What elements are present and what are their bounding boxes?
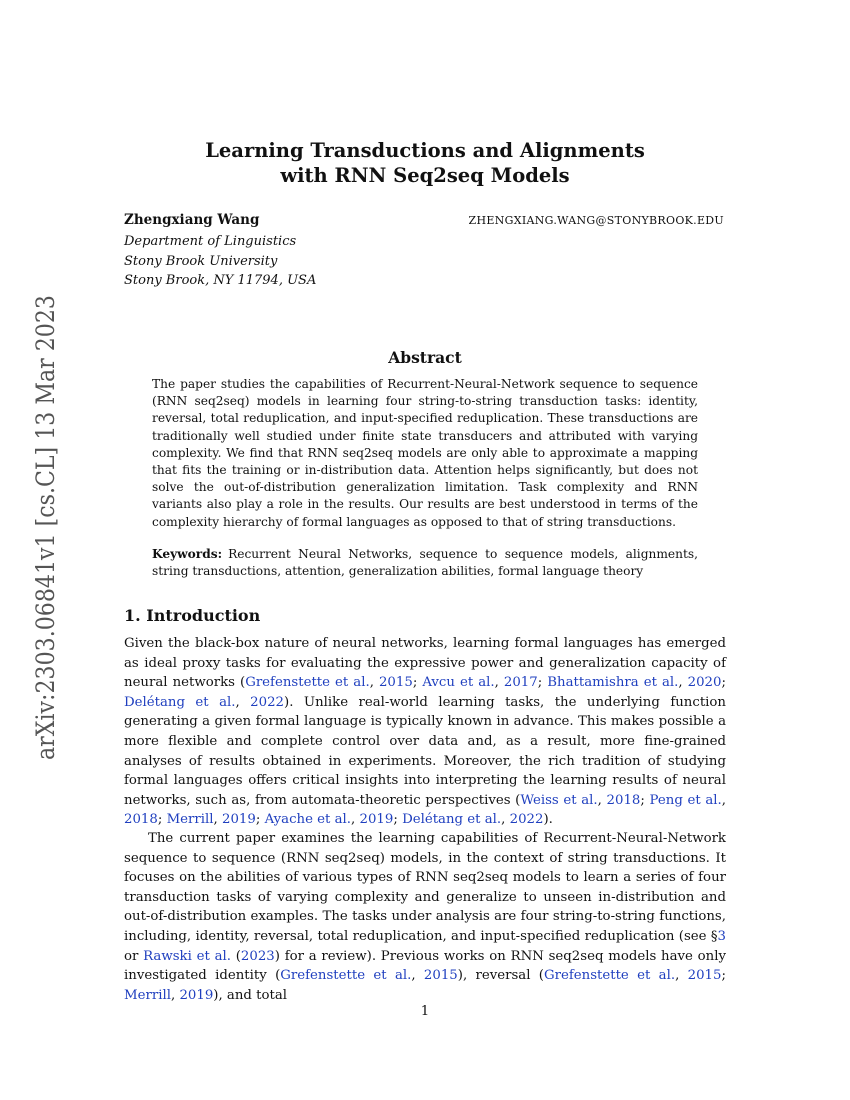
citation-link[interactable]: Grefenstette et al. xyxy=(245,675,370,691)
intro-paragraph-1 xyxy=(124,634,726,830)
citation-link[interactable]: Bhattamishra et al. xyxy=(547,675,679,691)
citation-separator: , xyxy=(678,675,688,691)
citation-separator: ; xyxy=(157,812,167,828)
citation-separator: , xyxy=(351,812,360,828)
citation-year-link[interactable]: 2018 xyxy=(124,812,158,828)
author-email[interactable]: ZHENGXIANG.WANG@STONYBROOK.EDU xyxy=(468,214,724,227)
section-ref-link[interactable]: 3 xyxy=(717,928,726,944)
para2-text: , xyxy=(170,987,180,1003)
citation-separator: ; xyxy=(412,675,423,691)
para2-text: ; xyxy=(721,968,726,984)
citation-separator: ; xyxy=(640,792,650,808)
citation-year-link[interactable]: 2023 xyxy=(240,948,275,964)
citation-separator: , xyxy=(213,812,222,828)
section-heading-introduction: 1. Introduction xyxy=(124,606,261,625)
intro-paragraph-2 xyxy=(124,829,726,1005)
author-name: Zhengxiang Wang xyxy=(124,212,260,228)
para1-text-3: ). xyxy=(543,812,553,828)
citation-link[interactable]: Rawski et al. xyxy=(143,948,231,964)
citation-separator: ; xyxy=(721,675,726,691)
abstract-text: The paper studies the capabilities of Recurrent-Neural-Network sequence to sequence (RNN seq2seq) models in learning four string-to-string transduction tasks: identity, reversal, total reduplication, and input-specified reduplication. These transductions are traditionally well studied under finite state transducers and attributed with varying complexity. We find that RNN seq2seq models are only able to approximate a mapping that fits the training or in-distribution data. Attention helps significantly, but does not solve the out-of-distribution generalization limitation. Task complexity and RNN variants also play a role in the results. Our results are best understood in terms of the complexity hierarchy of formal languages as opposed to that of string transductions. xyxy=(152,377,698,529)
citation-year-link[interactable]: 2022 xyxy=(509,812,544,828)
para2-text: ), reversal ( xyxy=(457,968,544,984)
paper-title xyxy=(0,138,850,188)
citation-link[interactable]: Grefenstette et al. xyxy=(280,968,412,984)
para1-text-1: Given the black-box nature of neural networks, learning formal languages has emerged as ideal proxy tasks for evaluating the expressive power and generalization capacity of neural networks ( xyxy=(124,636,726,691)
keywords-label: Keywords: xyxy=(152,547,223,561)
citation-separator: , xyxy=(494,675,504,691)
citation-link[interactable]: Delétang et al. xyxy=(124,694,236,710)
title-line-2: with RNN Seq2seq Models xyxy=(280,164,570,187)
para2-text: ), and total xyxy=(213,987,288,1003)
citation-separator: , xyxy=(501,812,510,828)
citation-link[interactable]: Merrill xyxy=(124,987,171,1003)
para2-text: or xyxy=(124,948,144,964)
citation-separator: ; xyxy=(537,675,548,691)
citation-year-link[interactable]: 2015 xyxy=(378,675,413,691)
para2-text-1: The current paper examines the learning capabilities of Recurrent-Neural-Network sequence to sequence (RNN seq2seq) models, in the context of string transductions. It focuses on the abilities of various types of RNN seq2seq models to learn a series of four transduction tasks of varying complexity and generalize to unseen in-distribution and out-of-distribution examples. The tasks under analysis are four string-to-string functions, including, identity, reversal, total reduplication, and input-specified reduplication (see § xyxy=(124,831,726,944)
citation-year-link[interactable]: 2019 xyxy=(222,812,256,828)
para2-text: ( xyxy=(230,948,241,964)
citation-year-link[interactable]: 2020 xyxy=(687,675,722,691)
keywords xyxy=(152,546,698,580)
citation-link[interactable]: Peng et al. xyxy=(649,792,722,808)
citation-year-link[interactable]: 2015 xyxy=(687,968,722,984)
citation-link[interactable]: Ayache et al. xyxy=(264,812,352,828)
citation-link[interactable]: Grefenstette et al. xyxy=(544,968,676,984)
author-affiliation xyxy=(124,232,316,291)
para1-text-2: ). Unlike real-world learning tasks, the underlying function generating a given formal language is typically known in advance. This makes possible a more flexible and complete control over data and, as a result, more fine-grained analyses of results obtained in experiments. Moreover, the rich tradition of studying formal languages offers critical insights into interpreting the learning results of neural networks, such as, from automata-theoretic perspectives ( xyxy=(124,694,726,808)
citation-year-link[interactable]: 2019 xyxy=(359,812,394,828)
title-line-1: Learning Transductions and Alignments xyxy=(205,139,645,162)
citation-link[interactable]: Merrill xyxy=(166,812,214,828)
citation-separator: , xyxy=(369,675,379,691)
citation-separator: , xyxy=(597,792,607,808)
para2-text: , xyxy=(411,968,424,984)
para2-text: , xyxy=(675,968,688,984)
para2-text: ) for a review). Previous works on RNN seq2seq models have only investigated identity ( xyxy=(124,948,726,984)
citation-year-link[interactable]: 2019 xyxy=(179,987,214,1003)
abstract-heading: Abstract xyxy=(388,348,462,367)
citation-year-link[interactable]: 2017 xyxy=(503,675,538,691)
citation-link[interactable]: Delétang et al. xyxy=(402,812,502,828)
citation-year-link[interactable]: 2022 xyxy=(250,694,285,710)
citation-separator: ; xyxy=(255,812,265,828)
arxiv-identifier-text: arXiv:2303.06841v1 [cs.CL] 13 Mar 2023 xyxy=(31,290,61,760)
citation-link[interactable]: Avcu et al. xyxy=(422,675,495,691)
citation-year-link[interactable]: 2018 xyxy=(606,792,641,808)
page-number: 1 xyxy=(420,1004,430,1019)
author-department: Department of Linguistics xyxy=(124,234,297,249)
citation-separator: , xyxy=(235,694,251,710)
citation-separator: , xyxy=(721,792,726,808)
author-university: Stony Brook University xyxy=(124,253,278,269)
author-address: Stony Brook, NY 11794, USA xyxy=(124,273,317,288)
keywords-text: Recurrent Neural Networks, sequence to sequence models, alignments, string transductions, attention, generalization abilities, formal language theory xyxy=(152,547,698,579)
citation-separator: ; xyxy=(393,812,403,828)
citation-year-link[interactable]: 2015 xyxy=(423,968,458,984)
citation-link[interactable]: Weiss et al. xyxy=(520,792,598,808)
